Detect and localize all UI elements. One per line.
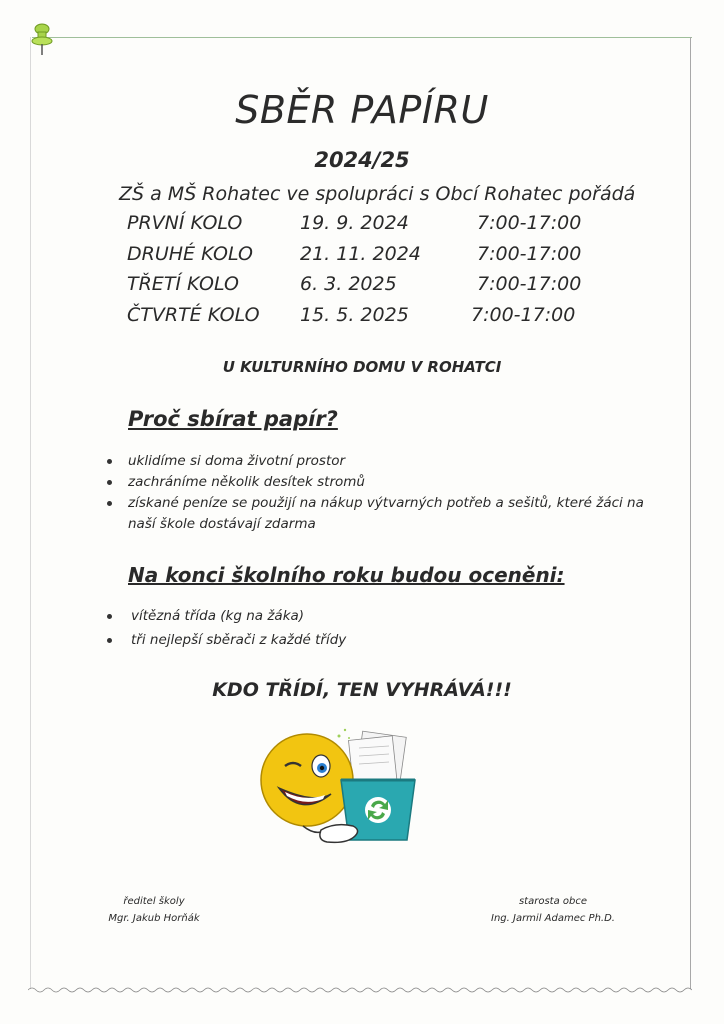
round-date: 15. 5. 2025 bbox=[300, 303, 409, 326]
list-item bbox=[104, 493, 644, 535]
bullet-icon bbox=[107, 480, 112, 485]
round-date: 19. 9. 2024 bbox=[300, 212, 409, 234]
round-date: 21. 11. 2024 bbox=[300, 242, 421, 265]
round-name: DRUHÉ KOLO bbox=[127, 242, 253, 265]
collection-place: U KULTURNÍHO DOMU V ROHATCI bbox=[222, 358, 502, 376]
why-heading: Proč sbírat papír? bbox=[128, 407, 338, 431]
signature-right bbox=[478, 893, 628, 927]
list-item-text: zachráníme několik desítek stromů bbox=[128, 474, 365, 490]
school-year: 2024/25 bbox=[314, 148, 410, 172]
frame-right-line bbox=[690, 37, 691, 989]
signature-role: ředitel školy bbox=[123, 896, 185, 907]
round-time: 7:00-17:00 bbox=[471, 303, 576, 326]
signature-name: Ing. Jarmil Adamec Ph.D. bbox=[491, 913, 615, 924]
list-item-text: získané peníze se použijí na nákup výtvarných potřeb a sešitů, které žáci na naší škole dostávají zdarma bbox=[128, 495, 644, 532]
round-name: TŘETÍ KOLO bbox=[127, 273, 239, 295]
list-item bbox=[104, 604, 644, 628]
organizer-line: ZŠ a MŠ Rohatec ve spolupráci s Obcí Rohatec pořádá bbox=[119, 183, 636, 205]
list-item-text: uklidíme si doma životní prostor bbox=[128, 453, 346, 469]
signature-left bbox=[84, 893, 224, 927]
frame-left-line bbox=[30, 37, 31, 989]
list-item-text: vítězná třída (kg na žáka) bbox=[131, 608, 305, 624]
signature-role: starosta obce bbox=[518, 896, 588, 907]
page-title: SBĚR PAPÍRU bbox=[235, 88, 489, 132]
round-date: 6. 3. 2025 bbox=[300, 273, 397, 295]
awards-heading: Na konci školního roku budou oceněni: bbox=[128, 563, 565, 587]
awards-list bbox=[104, 604, 644, 652]
recycling-smiley-icon bbox=[255, 722, 425, 852]
slogan: KDO TŘÍDÍ, TEN VYHRÁVÁ!!! bbox=[212, 679, 512, 701]
frame-bottom-wave bbox=[28, 986, 692, 994]
list-item bbox=[104, 628, 644, 652]
list-item bbox=[104, 451, 644, 472]
bullet-icon bbox=[107, 614, 112, 619]
round-name: PRVNÍ KOLO bbox=[127, 212, 243, 234]
frame-top-line bbox=[32, 37, 692, 38]
round-row bbox=[127, 210, 597, 241]
bullet-icon bbox=[107, 459, 112, 464]
round-row bbox=[127, 241, 597, 272]
round-row bbox=[127, 302, 597, 333]
list-item-text: tři nejlepší sběrači z každé třídy bbox=[131, 632, 347, 648]
rounds-schedule bbox=[127, 210, 597, 332]
signature-name: Mgr. Jakub Horňák bbox=[108, 913, 200, 924]
round-row bbox=[127, 271, 597, 302]
pushpin-icon bbox=[27, 22, 57, 56]
round-time: 7:00-17:00 bbox=[477, 273, 582, 295]
list-item bbox=[104, 472, 644, 493]
round-time: 7:00-17:00 bbox=[477, 242, 582, 265]
bullet-icon bbox=[107, 501, 112, 506]
why-list bbox=[104, 451, 644, 535]
round-time: 7:00-17:00 bbox=[477, 212, 582, 234]
round-name: ČTVRTÉ KOLO bbox=[127, 303, 260, 326]
bullet-icon bbox=[107, 638, 112, 643]
